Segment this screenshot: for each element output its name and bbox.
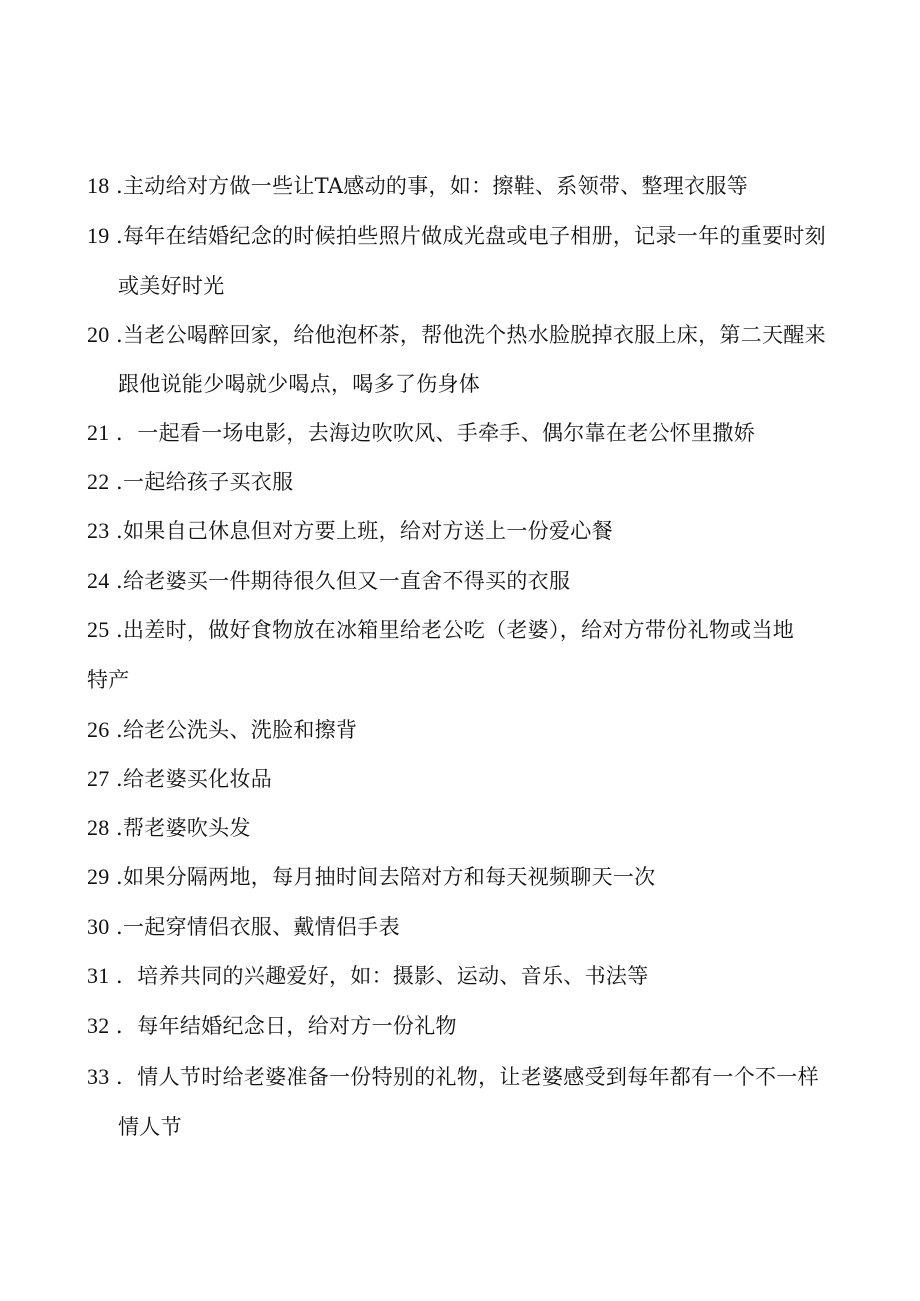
item-text: .主动给对方做一些让TA感动的事，如：擦鞋、系领带、整理衣服等: [116, 174, 748, 198]
item-number: 25: [87, 617, 110, 642]
item-text: ．情人节时给老婆准备一份特别的礼物，让老婆感受到每年都有一个不一样: [116, 1065, 819, 1089]
item-number: 31: [87, 963, 110, 988]
list-item-30: [87, 907, 867, 947]
item-text: .每年在结婚纪念的时候拍些照片做成光盘或电子相册，记录一年的重要时刻: [116, 224, 826, 248]
list-item-32: [87, 1006, 867, 1046]
item-text: .给老公洗头、洗脸和擦背: [116, 718, 358, 742]
list-item-24: [87, 561, 867, 601]
item-text: .如果分隔两地，每月抽时间去陪对方和每天视频聊天一次: [116, 865, 656, 889]
list-item-25-continuation: [87, 660, 867, 700]
list-item-27: [87, 759, 867, 799]
list-item-19: [87, 216, 867, 256]
item-text: ．每年结婚纪念日，给对方一份礼物: [116, 1014, 457, 1038]
list-item-33-continuation: [118, 1107, 898, 1147]
list-item-20-continuation: [118, 364, 898, 404]
item-text-continuation: 特产: [87, 668, 130, 692]
list-item-21: [87, 413, 867, 453]
item-text: .一起给孩子买衣服: [116, 470, 294, 494]
item-text-continuation: 情人节: [118, 1115, 182, 1139]
list-item-25: [87, 610, 867, 650]
item-text: .给老婆买一件期待很久但又一直舍不得买的衣服: [116, 569, 571, 593]
list-item-18: [87, 166, 867, 206]
item-number: 24: [87, 568, 110, 593]
item-text: .出差时，做好食物放在冰箱里给老公吃（老婆），给对方带份礼物或当地: [116, 618, 795, 642]
list-item-22: [87, 462, 867, 502]
item-number: 27: [87, 766, 110, 791]
item-text-continuation: 跟他说能少喝就少喝点，喝多了伤身体: [118, 372, 481, 396]
item-text-continuation: 或美好时光: [118, 274, 225, 298]
item-text: .一起穿情侣衣服、戴情侣手表: [116, 915, 400, 939]
item-number: 33: [87, 1064, 110, 1089]
list-item-29: [87, 857, 867, 897]
list-item-31: [87, 956, 867, 996]
item-number: 32: [87, 1013, 110, 1038]
list-item-33: [87, 1057, 867, 1097]
item-number: 19: [87, 223, 110, 248]
list-item-28: [87, 808, 867, 848]
item-text: ．一起看一场电影，去海边吹吹风、手牵手、偶尔靠在老公怀里撒娇: [116, 421, 755, 445]
item-text: .当老公喝醉回家，给他泡杯茶，帮他洗个热水脸脱掉衣服上床，第二天醒来: [116, 323, 826, 347]
item-number: 28: [87, 815, 110, 840]
item-number: 18: [87, 173, 110, 198]
item-number: 22: [87, 469, 110, 494]
list-item-26: [87, 710, 867, 750]
item-number: 20: [87, 322, 110, 347]
item-number: 26: [87, 717, 110, 742]
list-item-20: [87, 315, 867, 355]
item-text: .给老婆买化妆品: [116, 767, 273, 791]
item-text: .帮老婆吹头发: [116, 816, 251, 840]
item-number: 23: [87, 518, 110, 543]
list-item-19-continuation: [118, 266, 898, 306]
item-number: 29: [87, 864, 110, 889]
item-text: .如果自己休息但对方要上班，给对方送上一份爱心餐: [116, 519, 613, 543]
item-text: ．培养共同的兴趣爱好，如：摄影、运动、音乐、书法等: [116, 964, 649, 988]
list-item-23: [87, 511, 867, 551]
item-number: 21: [87, 420, 110, 445]
item-number: 30: [87, 914, 110, 939]
